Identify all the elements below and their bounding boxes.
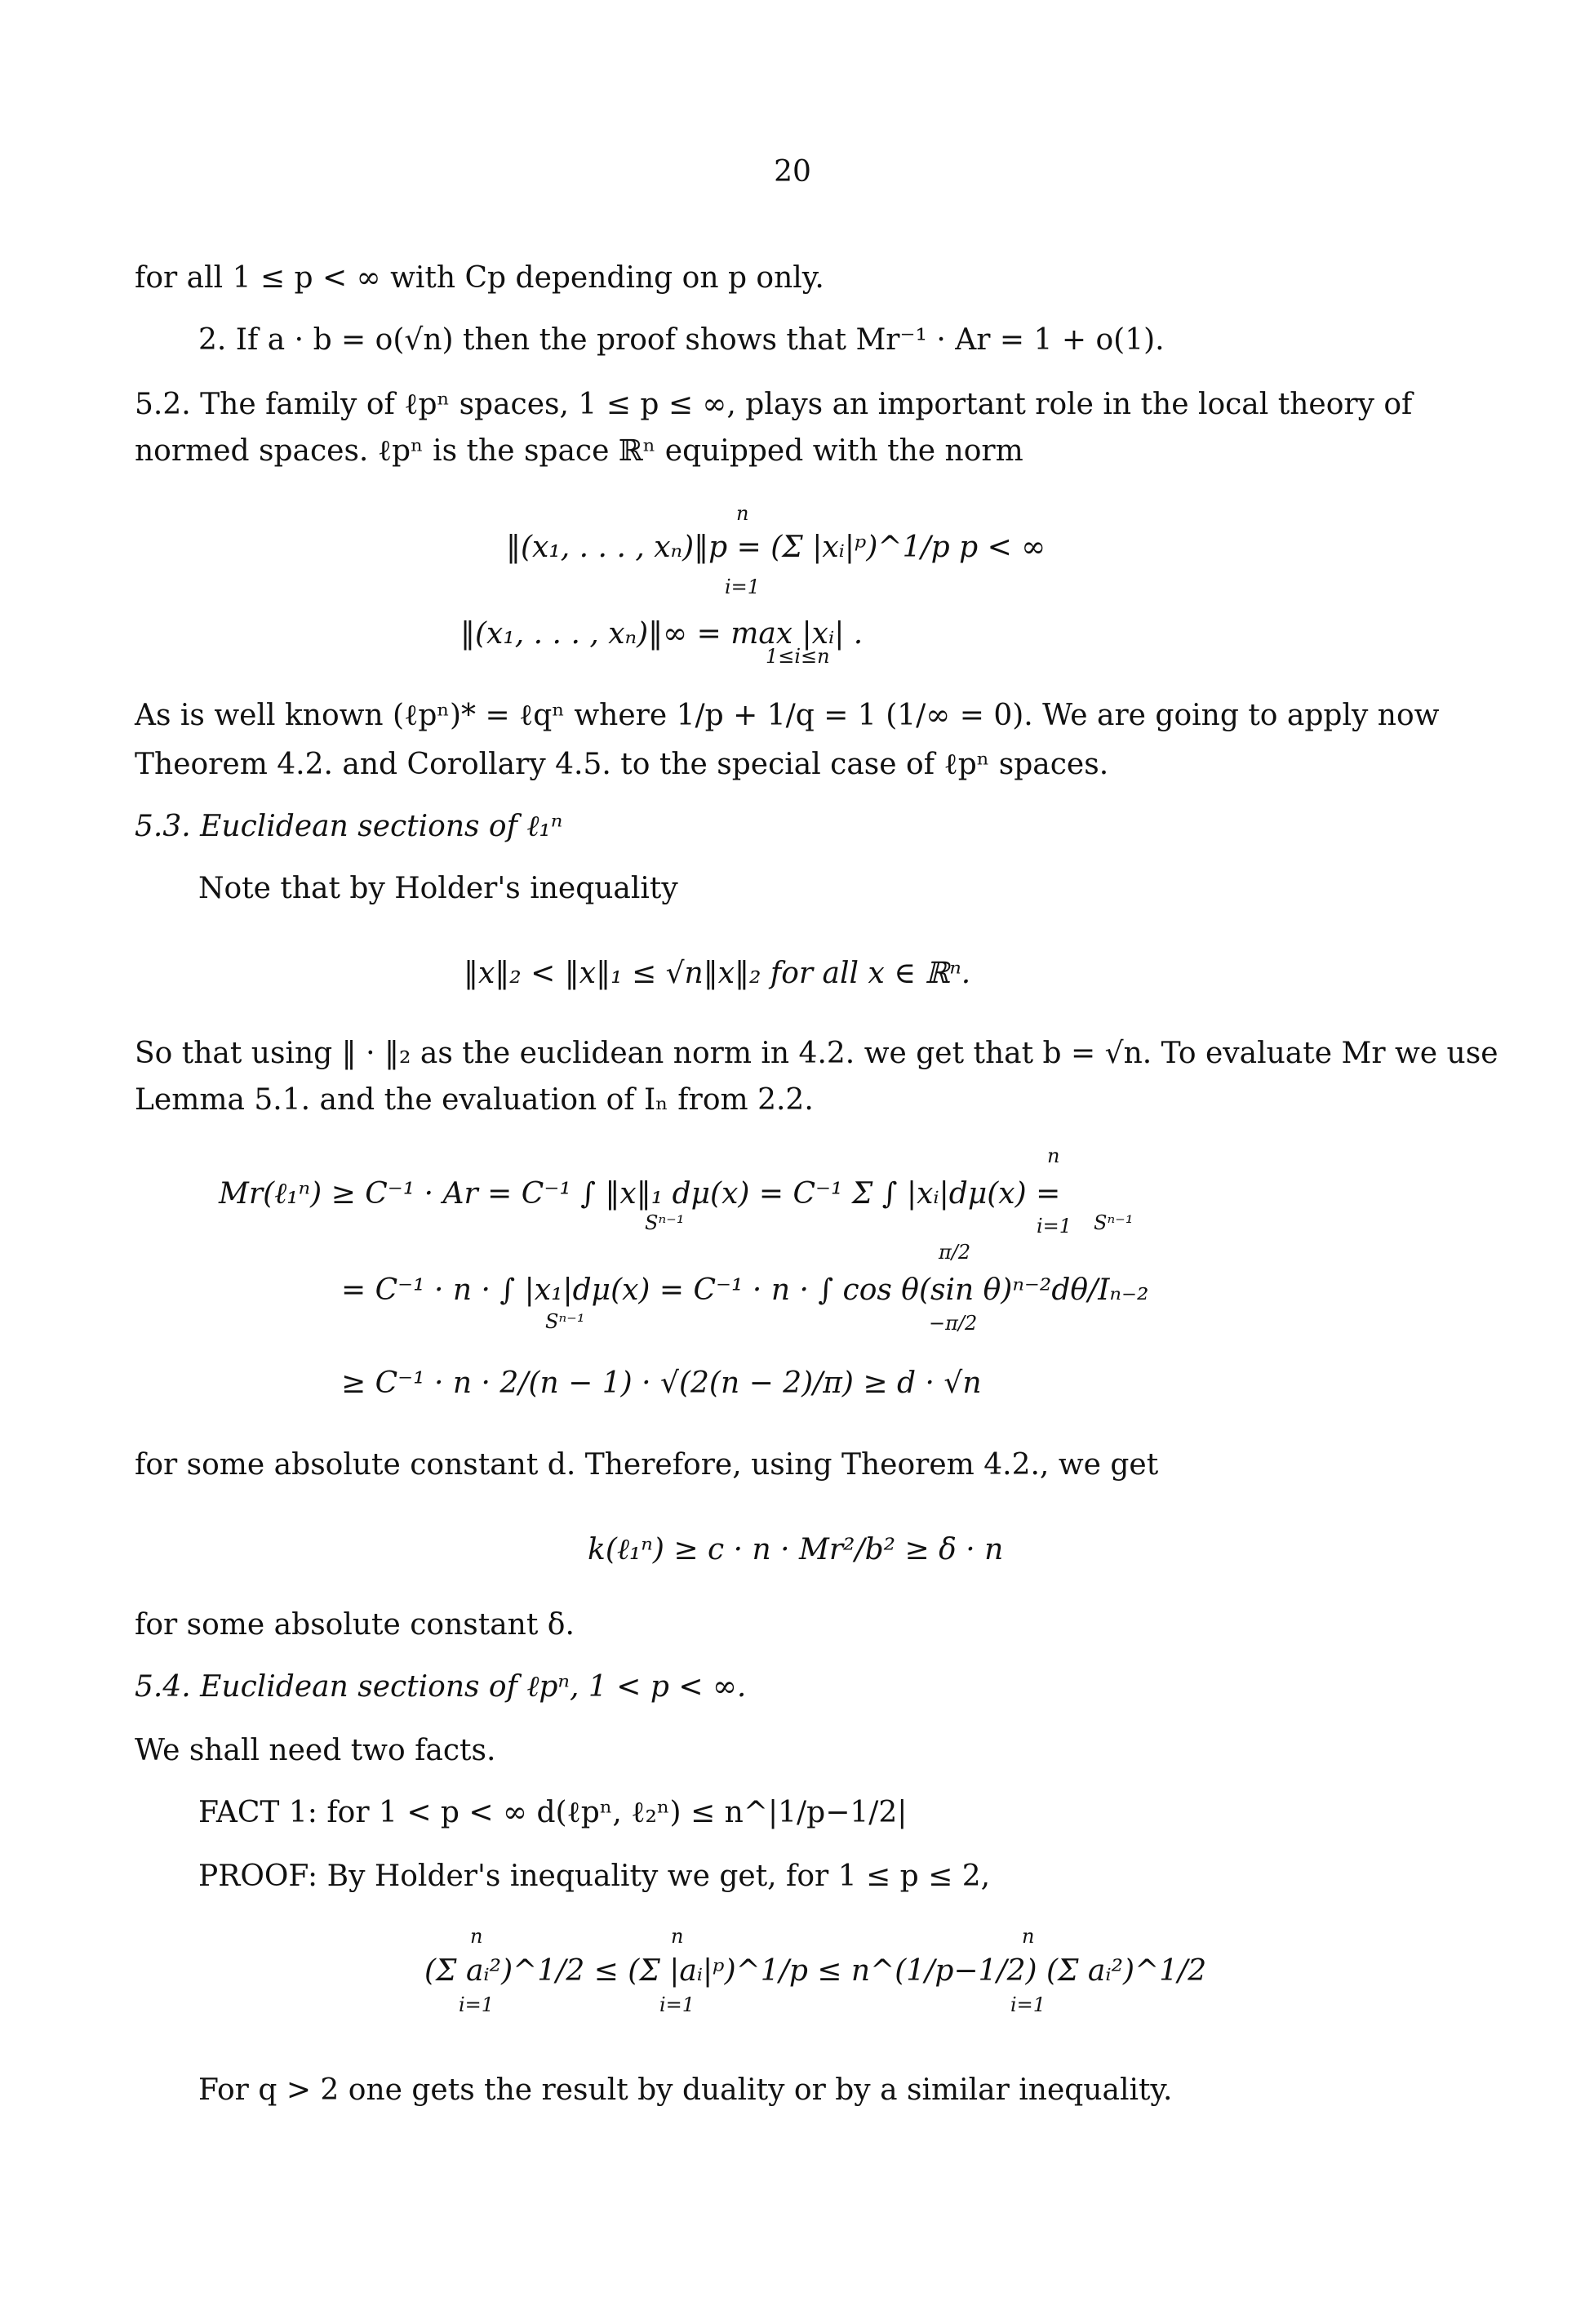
- proof-sum2-upper: n: [671, 1925, 684, 1948]
- chain-line-2: = C⁻¹ · n · ∫ |x₁|dμ(x) = C⁻¹ · n · ∫ cos θ(sin θ)ⁿ⁻²dθ/Iₙ₋₂: [341, 1273, 1149, 1307]
- holder-equation: ‖x‖₂ < ‖x‖₁ ≤ √n‖x‖₂ for all x ∈ ℝⁿ.: [464, 957, 971, 990]
- proof-sum3-lower: i=1: [1010, 1993, 1046, 2016]
- chain-sum-lower: i=1: [1037, 1215, 1072, 1238]
- chain-int-domain-2: Sⁿ⁻¹: [1094, 1211, 1134, 1234]
- chain-int-lower: −π/2: [929, 1312, 978, 1335]
- max-subscript: 1≤i≤n: [766, 645, 830, 668]
- norm-inf-equation: ‖(x₁, . . . , xₙ)‖∞ = max |xᵢ| .: [460, 617, 864, 651]
- chain-int-domain-3: Sⁿ⁻¹: [545, 1310, 585, 1333]
- proof-equation: (Σ aᵢ²)^1/2 ≤ (Σ |aᵢ|ᵖ)^1/p ≤ n^(1/p−1/2) (Σ aᵢ²)^1/2: [424, 1954, 1207, 1988]
- k-inequality: k(ℓ₁ⁿ) ≥ c · n · Mr²/b² ≥ δ · n: [588, 1533, 1004, 1566]
- sum-lower-limit: i=1: [725, 575, 761, 598]
- proof-sum1-lower: i=1: [459, 1993, 495, 2016]
- norm-p-equation: ‖(x₁, . . . , xₙ)‖p = (Σ |xᵢ|ᵖ)^1/p p < ∞: [506, 531, 1046, 564]
- chain-line-1: Mr(ℓ₁ⁿ) ≥ C⁻¹ · Ar = C⁻¹ ∫ ‖x‖₁ dμ(x) = C⁻¹ Σ ∫ |xᵢ|dμ(x) =: [219, 1177, 1061, 1211]
- chain-int-domain-1: Sⁿ⁻¹: [645, 1211, 685, 1234]
- proof-sum2-lower: i=1: [659, 1993, 695, 2016]
- proof-sum3-upper: n: [1022, 1925, 1035, 1948]
- proof-sum1-upper: n: [470, 1925, 483, 1948]
- sum-upper-limit: n: [736, 502, 749, 525]
- chain-int-upper: π/2: [939, 1241, 971, 1264]
- chain-line-3: ≥ C⁻¹ · n · 2/(n − 1) · √(2(n − 2)/π) ≥ d · √n: [341, 1366, 982, 1400]
- chain-sum-upper: n: [1047, 1144, 1060, 1167]
